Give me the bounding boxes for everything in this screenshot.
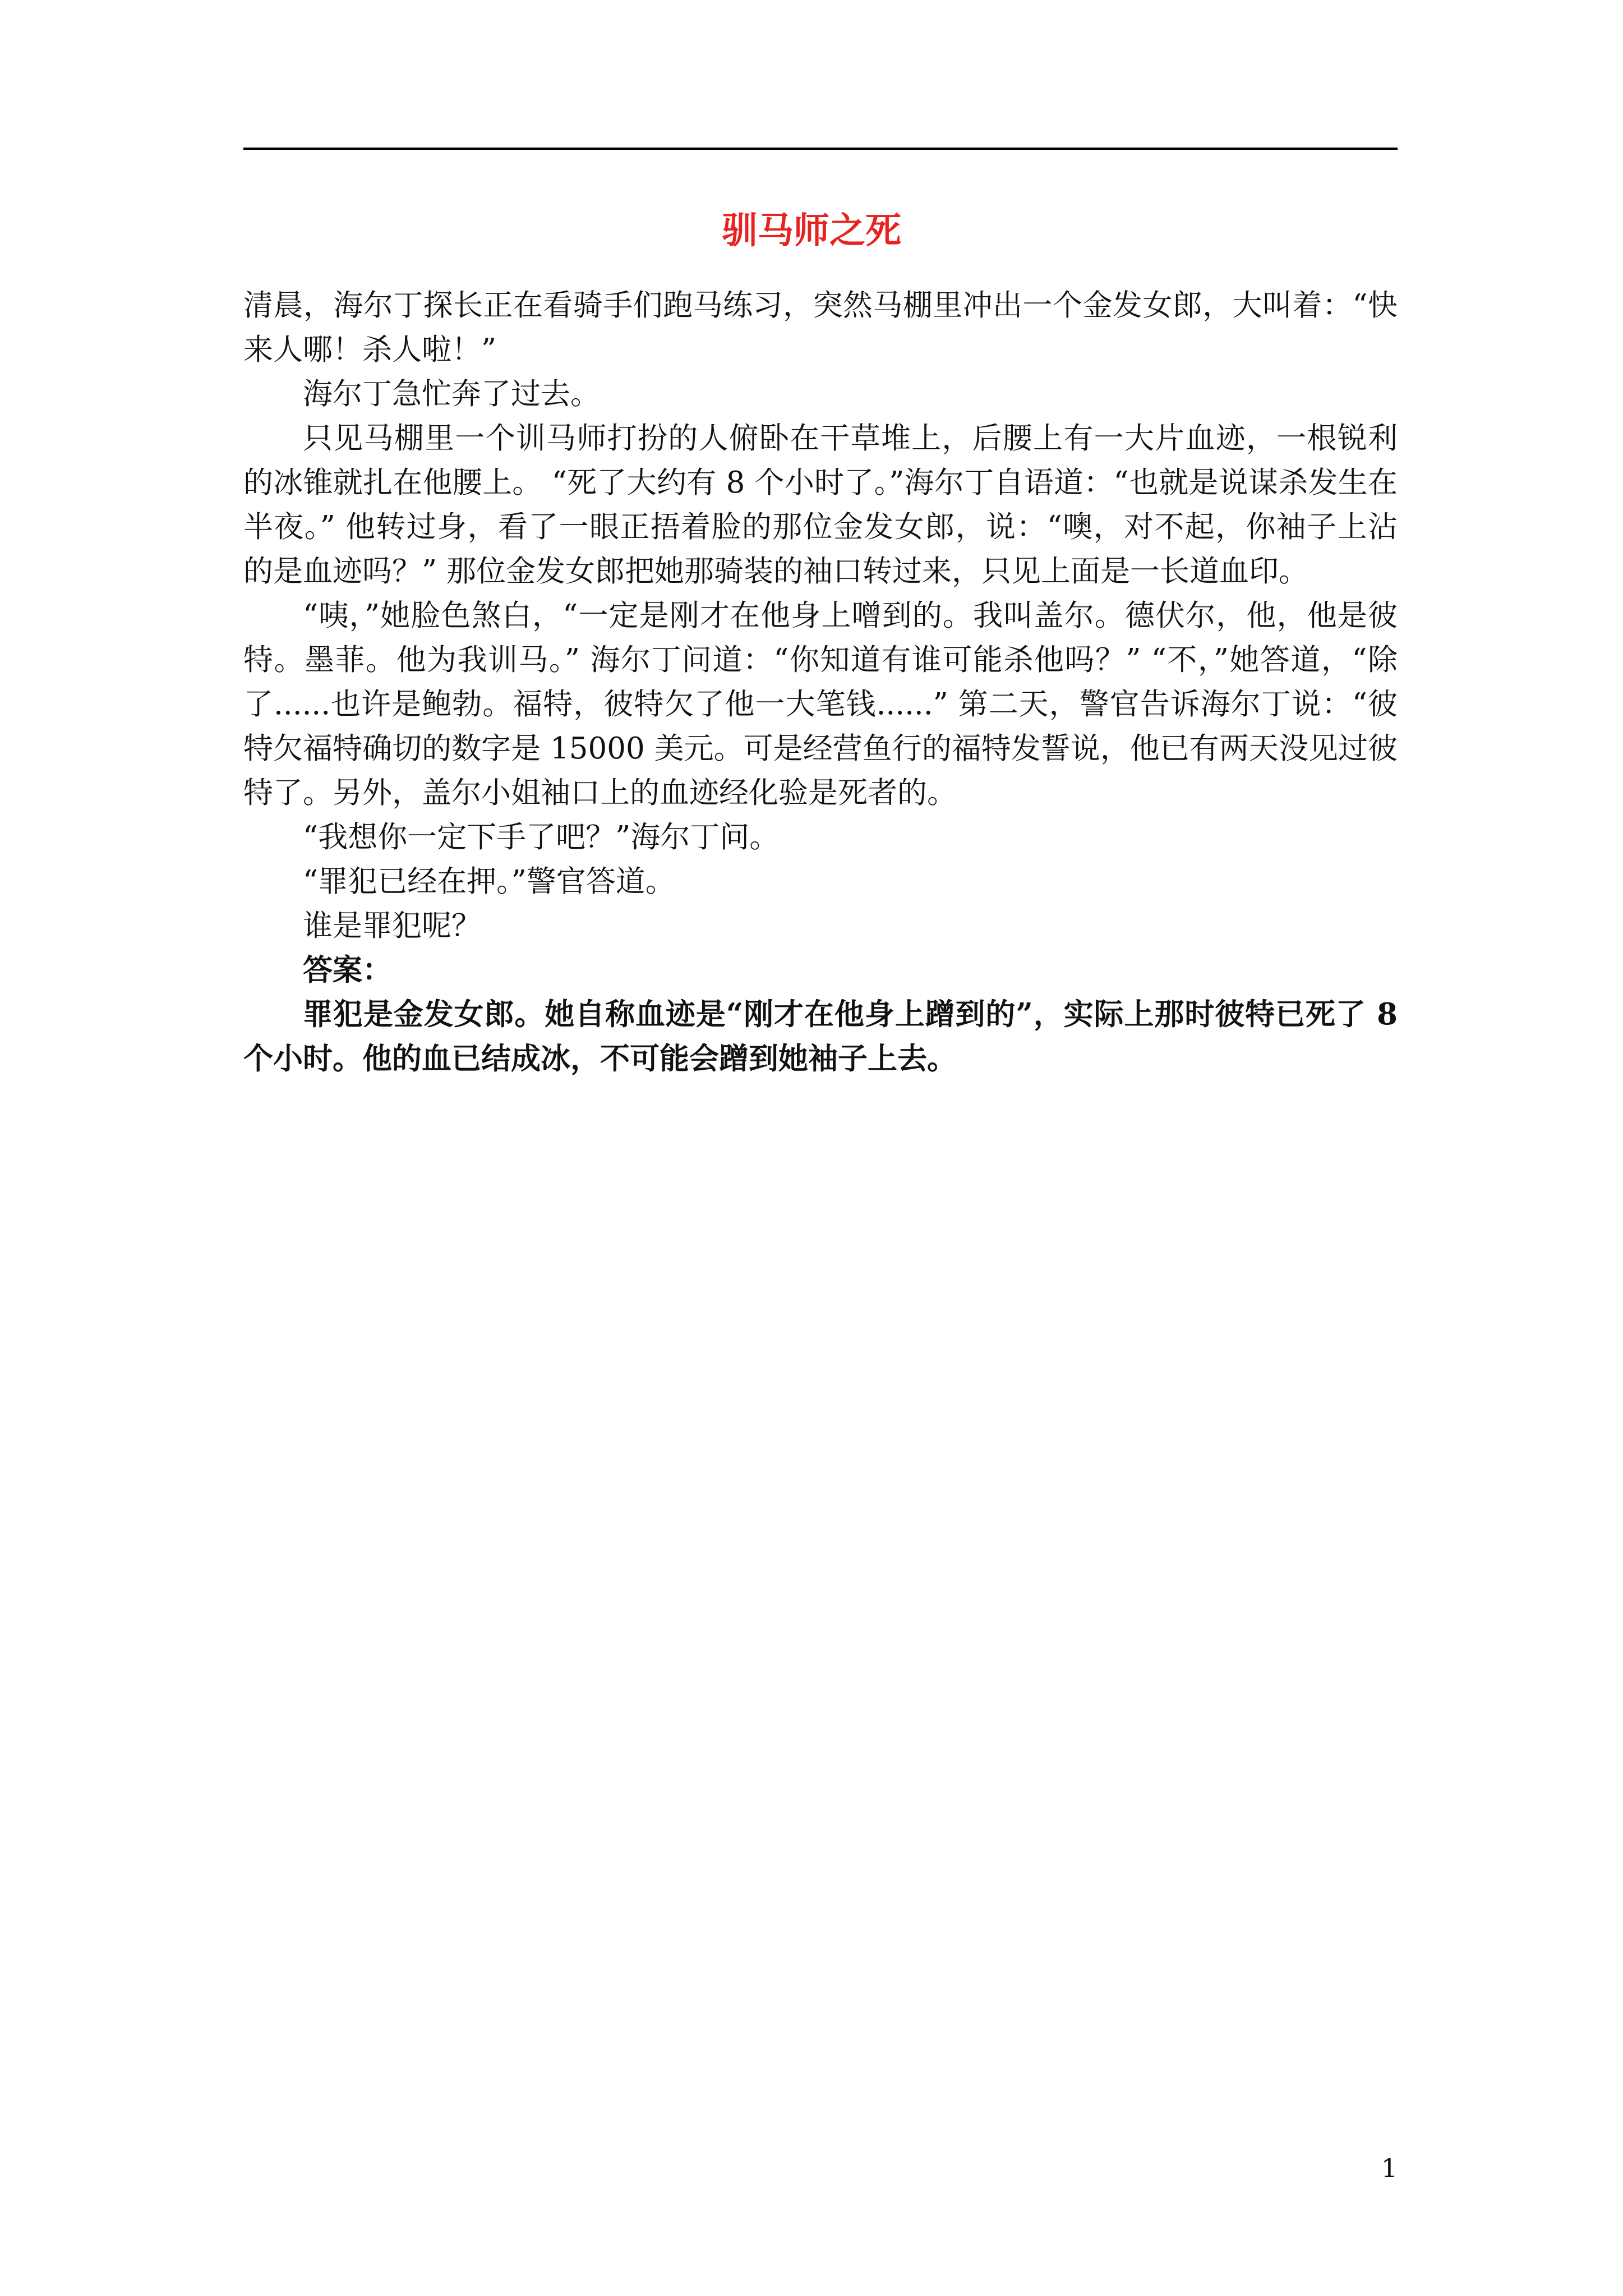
- page-number: 1: [1381, 2153, 1398, 2183]
- paragraph: “我想你一定下手了吧？”海尔丁问。: [303, 820, 780, 854]
- paragraph: 海尔丁急忙奔了过去。: [303, 377, 600, 411]
- paragraph-opening: 清晨，海尔丁探长正在看骑手们跑马练习，突然马棚里冲出一个金发女郎，大叫着：“快来人哪！杀人啦！”: [243, 288, 1398, 367]
- answer-text: 罪犯是金发女郎。她自称血迹是“刚才在他身上蹭到的”，实际上那时彼特已死了 8 个小时。他的血已结成冰，不可能会蹭到她袖子上去。: [243, 997, 1398, 1076]
- paragraph: “咦，”她脸色煞白，“一定是刚才在他身上噌到的。我叫盖尔。德伏尔，他，他是彼特。墨菲。他为我训马。” 海尔丁问道：“你知道有谁可能杀他吗？” “不，”她答道，“除了......也许是鲍勃。福特，彼特欠了他一大笔钱......” 第二天，警官告诉海尔丁说：“彼特欠福特确切的数字是 15000 美元。可是经营鱼行的福特发誓说，他已有两天没见过彼特了。另外，盖尔小姐袖口上的血迹经化验是死者的。: [243, 599, 1398, 810]
- paragraph: “罪犯已经在押。”警官答道。: [303, 864, 675, 899]
- paragraph: 只见马棚里一个训马师打扮的人俯卧在干草堆上，后腰上有一大片血迹，一根锐利的冰锥就扎在他腰上。 “死了大约有 8 个小时了。”海尔丁自语道：“也就是说谋杀发生在半夜。” 他转过身，看了一眼正捂着脸的那位金发女郎，说：“噢，对不起，你袖子上沾的是血迹吗？” 那位金发女郎把她那骑装的袖口转过来，只见上面是一长道血印。: [243, 421, 1398, 588]
- document-body: [243, 283, 1398, 1081]
- answer-label: 答案：: [303, 953, 392, 987]
- paragraph-question: 谁是罪犯呢？: [303, 909, 481, 943]
- header-rule: [243, 148, 1398, 150]
- document-title: 驯马师之死: [722, 210, 901, 252]
